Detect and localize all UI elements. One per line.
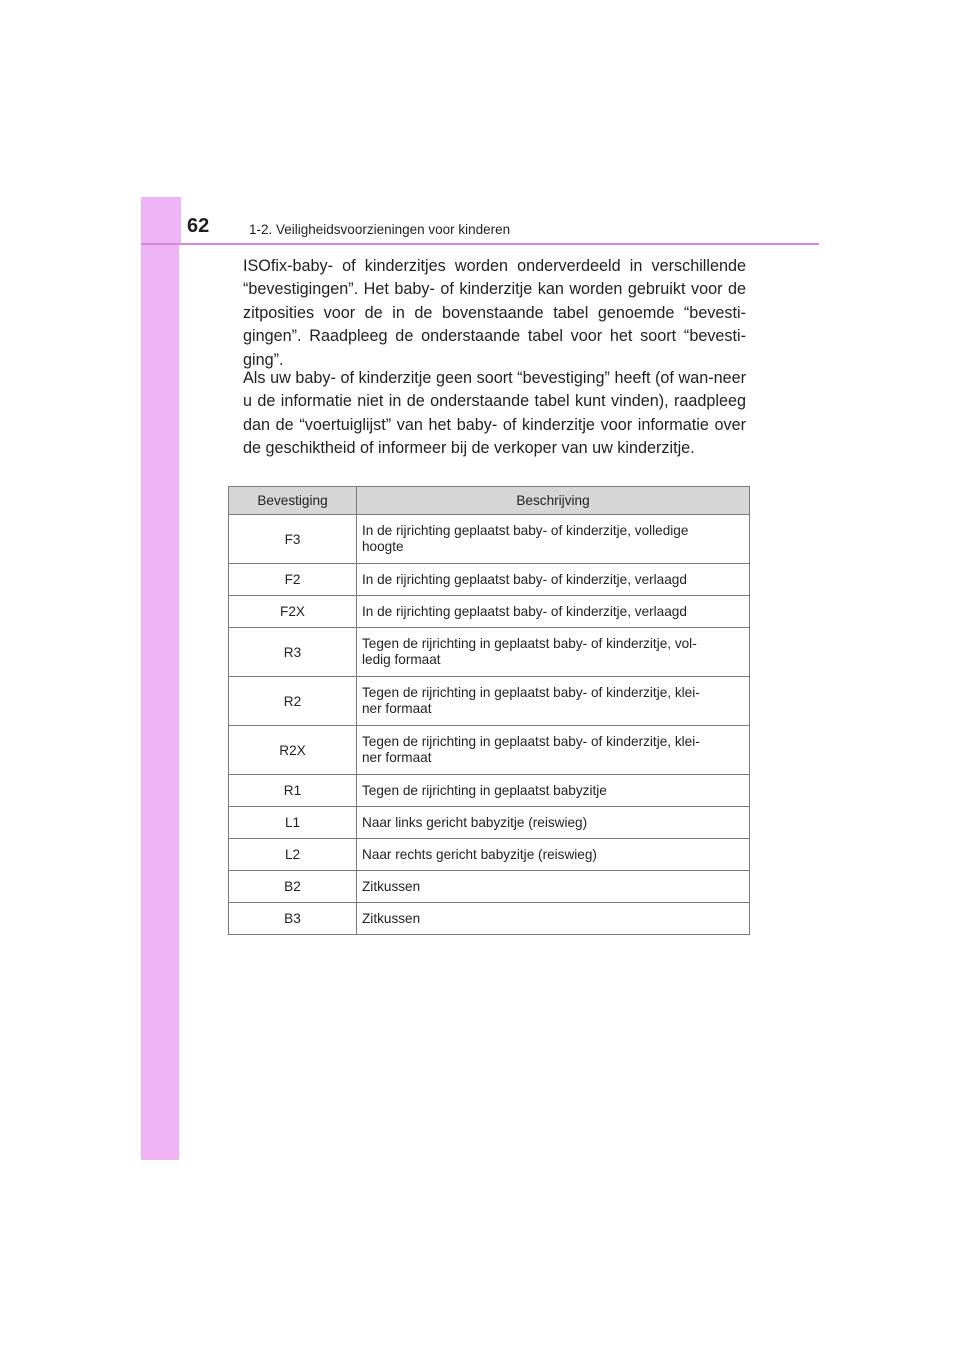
description-line: Tegen de rijrichting in geplaatst baby- of kinderzitje, vol- [362, 636, 697, 651]
fixture-description [357, 807, 750, 839]
table-row [229, 726, 750, 775]
fixture-description [357, 564, 750, 596]
description-line: Naar rechts gericht babyzitje (reiswieg) [362, 846, 597, 862]
description-line: Tegen de rijrichting in geplaatst baby- of kinderzitje, klei- [362, 685, 700, 700]
section-title: 1-2. Veiligheidsvoorzieningen voor kinderen [249, 222, 511, 237]
fixture-description [357, 677, 750, 726]
paragraph-isofix-fixtures: ISOfix-baby- of kinderzitjes worden onderverdeeld in verschillende “bevestigingen”. Het baby- of kinderzitje kan worden gebruikt voor de zitposities voor de in de bovenstaande tabel genoemde “bevesti-gingen”. Raadpleeg de onderstaande tabel voor het soort “bevesti-ging”. [243, 257, 746, 369]
fixture-code: R2 [229, 677, 357, 726]
fixture-description [357, 871, 750, 903]
fixture-description [357, 775, 750, 807]
description-line: In de rijrichting geplaatst baby- of kinderzitje, verlaagd [362, 603, 687, 619]
fixture-code: F2X [229, 596, 357, 628]
description-line: Tegen de rijrichting in geplaatst baby- of kinderzitje, klei- [362, 734, 700, 749]
description-line: In de rijrichting geplaatst baby- of kinderzitje, verlaagd [362, 571, 687, 587]
fixture-description [357, 839, 750, 871]
fixture-code: F2 [229, 564, 357, 596]
column-header-description: Beschrijving [357, 487, 750, 515]
column-header-fixture: Bevestiging [229, 487, 357, 515]
fixture-code: L1 [229, 807, 357, 839]
fixture-code: L2 [229, 839, 357, 871]
table-row [229, 677, 750, 726]
page-number: 62 [187, 215, 210, 237]
table-row [229, 871, 750, 903]
fixture-description [357, 726, 750, 775]
fixture-description [357, 515, 750, 564]
table-row [229, 596, 750, 628]
description-line: Zitkussen [362, 878, 421, 894]
fixture-code: F3 [229, 515, 357, 564]
fixture-code: R2X [229, 726, 357, 775]
description-line: ner formaat [362, 701, 432, 716]
table-row [229, 775, 750, 807]
fixture-code: R1 [229, 775, 357, 807]
fixture-code: B2 [229, 871, 357, 903]
table-row [229, 839, 750, 871]
description-line: Zitkussen [362, 910, 421, 926]
paragraph-no-fixture-info: Als uw baby- of kinderzitje geen soort “bevestiging” heeft (of wan-neer u de informatie niet in de onderstaande tabel kunt vinden), raadpleeg dan de “voertuiglijst” van het baby- of kinderzitje voor informatie over de geschiktheid of informeer bij de verkoper van uw kinderzitje. [243, 369, 746, 458]
page-number-band [141, 197, 181, 243]
description-line: hoogte [362, 539, 404, 554]
table-row [229, 903, 750, 935]
description-line: ner formaat [362, 750, 432, 765]
fixture-code: R3 [229, 628, 357, 677]
table-row [229, 807, 750, 839]
fixture-description [357, 628, 750, 677]
description-line: Tegen de rijrichting in geplaatst babyzitje [362, 782, 607, 798]
table-header-row [229, 487, 750, 515]
fixture-description [357, 903, 750, 935]
table-row [229, 515, 750, 564]
description-line: Naar links gericht babyzitje (reiswieg) [362, 814, 588, 830]
header-divider [141, 243, 819, 245]
description-line: In de rijrichting geplaatst baby- of kinderzitje, volledige [362, 523, 689, 538]
fixture-description [357, 596, 750, 628]
fixture-code: B3 [229, 903, 357, 935]
table-row [229, 564, 750, 596]
description-line: ledig formaat [362, 652, 441, 667]
table-row [229, 628, 750, 677]
chapter-side-tab [141, 197, 179, 1160]
fixture-table [228, 486, 750, 935]
